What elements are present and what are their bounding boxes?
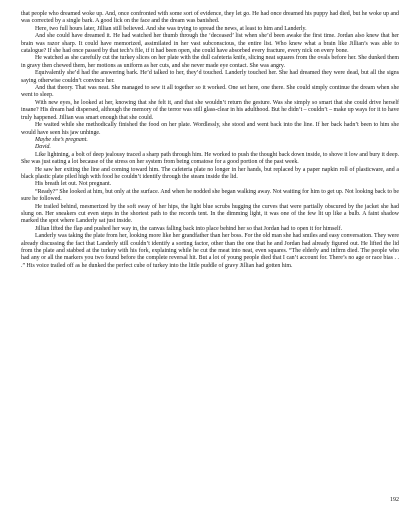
paragraph: Landerly was taking the plate from her, looking more like her grandfather than her boss. For the old man she had smiles and easy conversation. They were already discussing the fact that Landerly still couldn’t identify a sorting factor, other than the one that he and Jordan had already figured out. He lifted the lid from the plate and stabbed at the turkey with his fork, explaining while he cut the meat into neat, even squares. “The elderly and infirm died. The people who had any or all the markers you two found before the complete reversal hit. But a lot of young people died that I can’t account for. There’s no age or race bias . . .” His voice trailed off as he dunked the perfect cube of turkey into the little puddle of gravy Jillian had gotten him. xyxy=(21,233,399,269)
paragraph: He trailed behind, mesmerized by the soft sway of her hips, the light blue scrubs hugging the curves that were partially obscured by the jacket she had slung on. Her sneakers cut even steps in the shortest path to the records tent. In the dimming light, it was one of the few lit up like a bulb. A faint shadow marked the spot where Landerly sat just inside. xyxy=(21,203,399,225)
paragraph: He waited while she methodically finished the food on her plate. Wordlessly, she stood and went back into the line. If her back hadn’t been to him she would have seen his jaw unhinge. xyxy=(21,122,399,136)
italic-thought: David. xyxy=(35,144,51,151)
paragraph: “Ready?” She looked at him, but only at the surface. And when he nodded she began walking away. Not waiting for him to get up. Not looking back to be sure he followed. xyxy=(21,188,399,203)
paragraph: And that theory. That was neat. She managed to sew it all together so it worked. One set here, one there. She could simply continue the dream when she went to sleep. xyxy=(21,85,399,99)
paragraph: Jillian lifted the flap and pushed her way in, the canvas falling back into place behind her so that Jordan had to open it for himself. xyxy=(35,225,343,232)
paragraph: Equivalently she’d had the answering bark. He’d talked to her, they’d touched. Landerly touched her. She had dreamed they were dead, but all the signs saying otherwise couldn’t convince her. xyxy=(21,70,399,84)
paragraph: And she could have dreamed it. He had watched her thumb through the ‘deceased’ list when she’d been awake the first time. Jordan also knew that her brain was razor sharp. It could have memorized, assimilated in her vast subconscious, the entire list. Who knew what a brain like Jillian’s was able to catalogue? If she had once passed by that tech’s file, if it had been open, she could have absorbed every fracture, every nick on every bone. xyxy=(21,33,399,55)
paragraph: that people who dreamed woke up. And, once confronted with some sort of evidence, they let go. He had once dreamed his puppy had died, but he woke up and was corrected by a single bark. A good lick on the face and the dream was banished. xyxy=(21,11,399,25)
paragraph: Like lightning, a bolt of deep jealousy traced a sharp path through him. He worked to push the thought back down inside, to shove it low and bury it deep. She was just eating a lot because of the stress on her system from being comatose for a good portion of the past week. xyxy=(21,151,399,166)
italic-thought: Maybe she’s pregnant. xyxy=(35,136,88,143)
paragraph: With new eyes, he looked at her, knowing that she felt it, and that she wouldn’t return the gesture. Was she simply so smart that she could drive herself insane? His dream had dispersed, although the memory of the terror was still glass-clear in his adulthood. But he didn’t – couldn’t – make up ways for it to have truly happened. Jillian was smart enough that she could. xyxy=(21,99,399,121)
paragraph: His breath let out. Not pregnant. xyxy=(35,181,112,188)
paragraph: He watched as she carefully cut the turkey slices on her plate with the dull cafeteria knife, slicing neat squares from the ovals before her. She dunked them in gravy then chewed them, her motions as uniform as her cuts, and she never made eye contact. She was angry. xyxy=(21,55,399,69)
page-number: 192 xyxy=(390,497,399,503)
body-text xyxy=(21,11,399,270)
paragraph: He saw her exiting the line and coming toward him. The cafeteria plate no longer in her hands, but replaced by a paper napkin roll of plasticware, and a black plastic plate piled high with food he couldn’t identify through the steam inside the lid. xyxy=(21,166,399,180)
paragraph: Here, two full hours later, Jillian still believed. And she was trying to spread the news, at least to him and Landerly. xyxy=(35,25,307,32)
